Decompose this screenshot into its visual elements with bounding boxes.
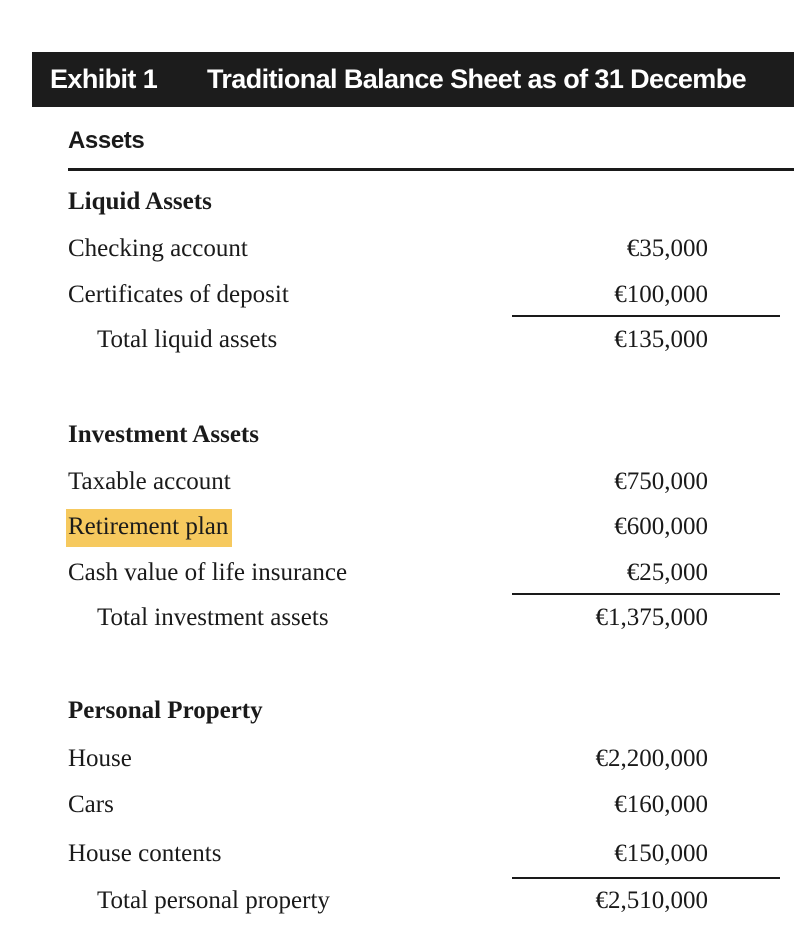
row-value-house: €2,200,000 xyxy=(595,745,708,772)
section-heading-personal-property: Personal Property xyxy=(68,697,263,724)
total-label-liquid-assets: Total liquid assets xyxy=(97,326,278,353)
row-label-cash-value-life-insurance: Cash value of life insurance xyxy=(68,559,348,586)
row-value-certificates-of-deposit: €100,000 xyxy=(614,281,708,308)
total-label-investment-assets: Total investment assets xyxy=(97,604,329,631)
row-value-retirement-plan: €600,000 xyxy=(614,513,708,540)
total-value-liquid-assets: €135,000 xyxy=(614,326,708,353)
subtotal-rule-investment xyxy=(512,593,780,595)
subtotal-rule-liquid xyxy=(512,315,780,317)
row-label-checking-account: Checking account xyxy=(68,235,248,262)
highlighted-text-retirement-plan: Retirement plan xyxy=(66,509,232,547)
total-value-investment-assets: €1,375,000 xyxy=(595,604,708,631)
section-heading-investment-assets: Investment Assets xyxy=(68,421,259,448)
section-heading-liquid-assets: Liquid Assets xyxy=(68,188,212,215)
row-value-cash-value-life-insurance: €25,000 xyxy=(626,559,708,586)
row-label-house-contents: House contents xyxy=(68,840,222,867)
row-label-house: House xyxy=(68,745,132,772)
total-value-personal-property: €2,510,000 xyxy=(595,887,708,914)
row-value-checking-account: €35,000 xyxy=(626,235,708,262)
row-label-cars: Cars xyxy=(68,791,114,818)
row-label-taxable-account: Taxable account xyxy=(68,468,231,495)
assets-divider xyxy=(68,168,794,171)
exhibit-header-bar xyxy=(32,52,794,107)
assets-heading: Assets xyxy=(68,127,145,154)
exhibit-number: Exhibit 1 xyxy=(50,64,158,94)
row-value-cars: €160,000 xyxy=(614,791,708,818)
row-label-retirement-plan xyxy=(68,513,232,541)
total-label-personal-property: Total personal property xyxy=(97,887,330,914)
subtotal-rule-personal xyxy=(512,877,780,879)
row-value-house-contents: €150,000 xyxy=(614,840,708,867)
row-value-taxable-account: €750,000 xyxy=(614,468,708,495)
exhibit-title: Traditional Balance Sheet as of 31 Decembe xyxy=(207,64,747,94)
row-label-certificates-of-deposit: Certificates of deposit xyxy=(68,281,289,308)
